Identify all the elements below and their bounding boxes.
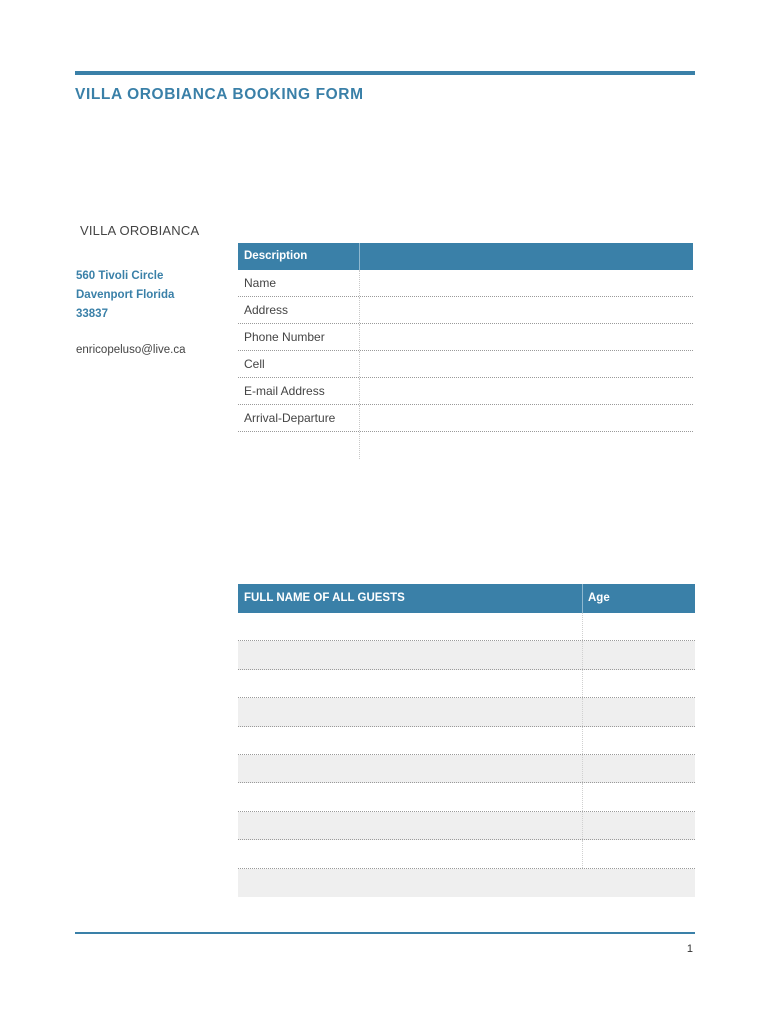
guest-age-cell[interactable]	[583, 755, 695, 782]
table-row	[238, 869, 695, 897]
guest-name-cell[interactable]	[238, 812, 583, 839]
table-row	[238, 670, 695, 698]
description-row-blank	[238, 432, 693, 459]
description-row-address	[238, 297, 693, 324]
guest-name-cell[interactable]	[238, 755, 583, 782]
guests-table-header	[238, 584, 695, 613]
guest-age-cell[interactable]	[583, 727, 695, 754]
arrival-departure-field[interactable]	[360, 405, 693, 431]
bottom-rule	[75, 932, 695, 934]
field-label: Phone Number	[238, 324, 360, 350]
table-row	[238, 783, 695, 811]
description-row-email	[238, 378, 693, 405]
guest-age-cell[interactable]	[583, 783, 695, 810]
description-row-name	[238, 270, 693, 297]
table-row	[238, 613, 695, 641]
address-city: Davenport Florida	[76, 289, 175, 301]
company-name: VILLA OROBIANCA	[80, 223, 200, 238]
page-number: 1	[686, 943, 693, 955]
field-label: Address	[238, 297, 360, 323]
guest-age-cell[interactable]	[583, 670, 695, 697]
guest-age-header: Age	[588, 592, 610, 604]
guest-name-cell[interactable]	[238, 670, 583, 697]
table-row	[238, 840, 695, 868]
guest-age-cell[interactable]	[583, 698, 695, 725]
address-block	[76, 267, 174, 324]
guest-name-cell[interactable]	[238, 783, 583, 810]
description-header-label: Description	[238, 243, 360, 270]
description-row-arrival-departure	[238, 405, 693, 432]
guest-name-cell[interactable]	[238, 727, 583, 754]
guest-age-cell[interactable]	[583, 840, 695, 867]
guest-name-cell[interactable]	[238, 840, 583, 867]
guest-age-cell[interactable]	[583, 812, 695, 839]
table-row	[238, 812, 695, 840]
top-rule	[75, 71, 695, 75]
field-label: Arrival-Departure	[238, 405, 360, 431]
page-title: VILLA OROBIANCA BOOKING FORM	[75, 86, 364, 103]
field-label: E-mail Address	[238, 378, 360, 404]
phone-field[interactable]	[360, 324, 693, 350]
cell-field[interactable]	[360, 351, 693, 377]
guest-name-cell[interactable]	[238, 698, 583, 725]
address-street: 560 Tivoli Circle	[76, 270, 164, 282]
description-table-header	[238, 243, 693, 270]
table-row	[238, 698, 695, 726]
guest-age-cell[interactable]	[583, 613, 695, 640]
description-row-cell	[238, 351, 693, 378]
guest-age-cell[interactable]	[583, 641, 695, 668]
table-row	[238, 641, 695, 669]
table-row	[238, 727, 695, 755]
email-field[interactable]	[360, 378, 693, 404]
description-table	[238, 243, 693, 459]
address-zip: 33837	[76, 308, 108, 320]
description-row-phone	[238, 324, 693, 351]
guest-age-cell[interactable]	[583, 869, 695, 897]
guest-name-cell[interactable]	[238, 869, 583, 897]
guest-name-cell[interactable]	[238, 613, 583, 640]
field-label: Cell	[238, 351, 360, 377]
address-field[interactable]	[360, 297, 693, 323]
field-label: Name	[238, 270, 360, 296]
name-field[interactable]	[360, 270, 693, 296]
table-row	[238, 755, 695, 783]
guests-table	[238, 584, 695, 897]
contact-email: enricopeluso@live.ca	[76, 344, 186, 356]
guest-name-cell[interactable]	[238, 641, 583, 668]
guest-name-header: FULL NAME OF ALL GUESTS	[238, 584, 583, 613]
